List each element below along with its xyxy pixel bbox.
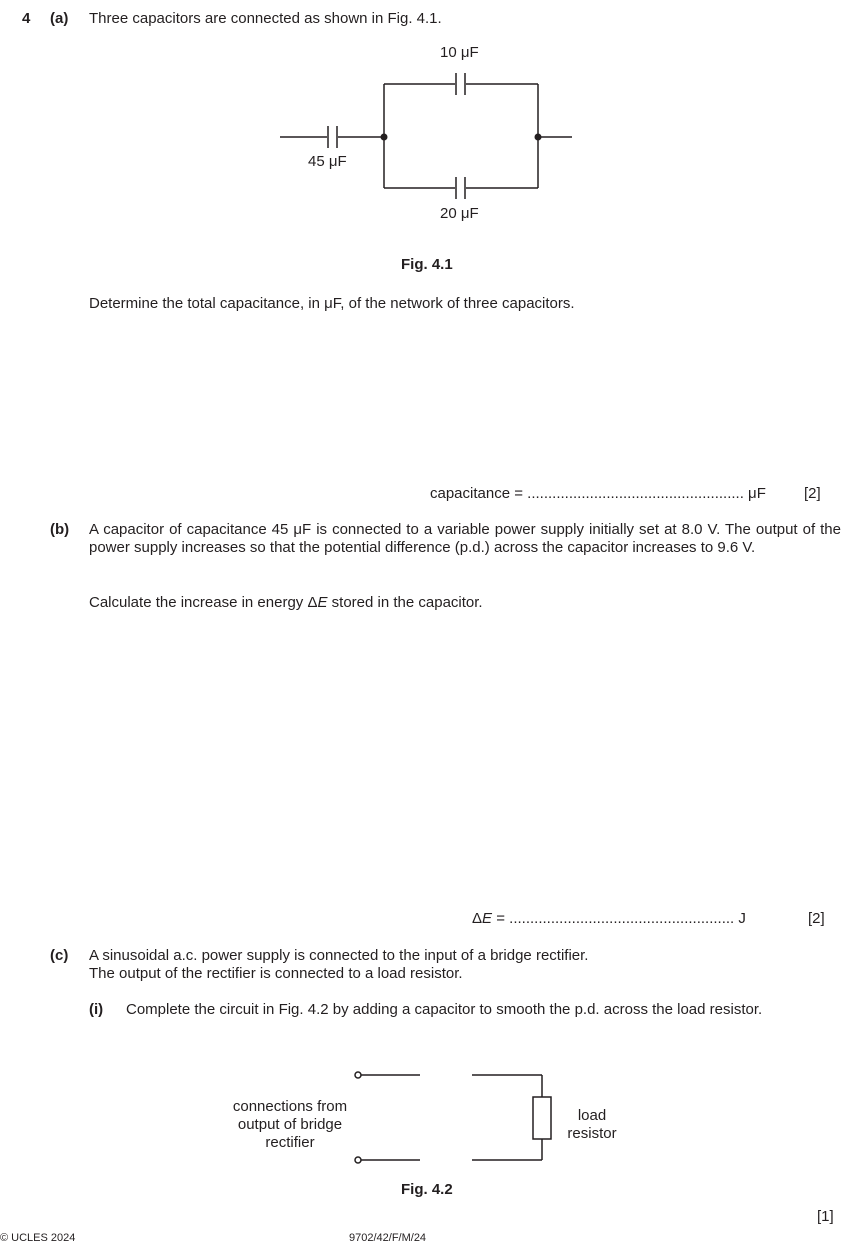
part-c-i-marks: [1] [817,1208,834,1225]
part-c-i-text: Complete the circuit in Fig. 4.2 by adding a capacitor to smooth the p.d. across the load resistor. [126,1001,763,1018]
fig-4-1-label-20uf: 20 μF [440,205,479,222]
footer-copyright: © UCLES 2024 [0,1232,76,1244]
fig-4-2-connections-line1: connections from [232,1098,348,1115]
part-b-prompt-var: E [317,594,328,611]
part-a-answer-dots: .................................................... [527,485,744,502]
fig-4-2-connections-line2: output of bridge [237,1116,343,1133]
part-b-answer-pre: Δ [472,910,483,927]
fig-4-2-load-line2: resistor [567,1125,617,1142]
fig-4-1-label-10uf: 10 μF [440,44,479,61]
part-b-answer-unit: J [738,910,746,927]
part-b-answer-var: E [482,910,493,927]
part-c-i-label: (i) [89,1001,104,1018]
question-number: 4 [22,10,31,27]
fig-4-2-connections-line3: rectifier [265,1134,315,1151]
part-b-answer-post: = [492,910,505,927]
fig-4-1-label-45uf: 45 μF [308,153,347,170]
part-b-text: A capacitor of capacitance 45 μF is connected to a variable power supply initially set at 8.0 V. The output of the power supply increases so that the potential difference (p.d.) across the capacitor increases to 9.6 V. [89,521,841,556]
part-a-answer-label: capacitance = [430,485,523,502]
part-b-answer-dots: ...................................................... [509,910,735,927]
part-b-marks: [2] [808,910,825,927]
fig-4-2-load-line1: load [577,1107,607,1124]
fig-4-1-caption: Fig. 4.1 [401,256,453,273]
fig-4-2-load-label [557,1107,627,1143]
part-a-intro: Three capacitors are connected as shown in Fig. 4.1. [89,10,442,27]
part-a-label: (a) [50,10,69,27]
part-b-prompt-pre: Calculate the increase in energy Δ [89,594,318,611]
part-a-answer-unit: μF [748,485,766,502]
part-b-prompt-post: stored in the capacitor. [327,594,483,611]
part-c-line2: The output of the rectifier is connected to a load resistor. [89,965,463,982]
part-b-label: (b) [50,521,70,538]
part-a-prompt: Determine the total capacitance, in μF, of the network of three capacitors. [89,295,575,312]
part-c-label: (c) [50,947,69,964]
fig-4-2-connections-label [215,1098,365,1152]
fig-4-2-caption: Fig. 4.2 [401,1181,453,1198]
footer-code: 9702/42/F/M/24 [349,1232,427,1244]
part-a-marks: [2] [804,485,821,502]
part-c-line1: A sinusoidal a.c. power supply is connected to the input of a bridge rectifier. [89,947,589,964]
